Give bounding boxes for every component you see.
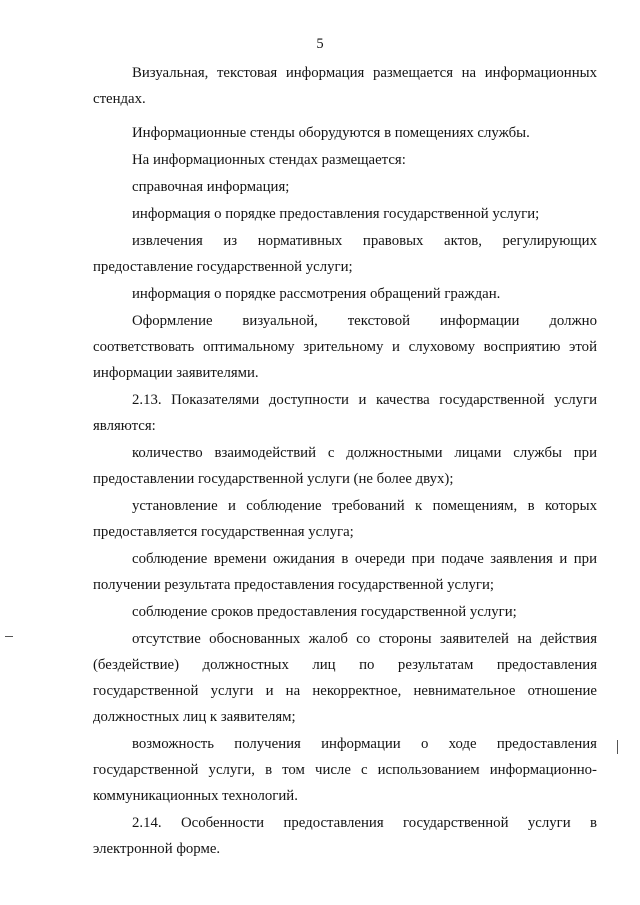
paragraph: установление и соблюдение требований к помещениям, в которых предоставляется государственная услуга; bbox=[93, 498, 597, 540]
scan-mark bbox=[5, 636, 13, 637]
paragraph: Визуальная, текстовая информация размещается на информационных стендах. bbox=[93, 65, 597, 107]
document-body bbox=[93, 60, 597, 862]
paragraph: количество взаимодействий с должностными лицами службы при предоставлении государственной услуги (не более двух); bbox=[93, 445, 597, 487]
page-number: 5 bbox=[316, 36, 324, 52]
paragraph: соблюдение сроков предоставления государственной услуги; bbox=[132, 604, 517, 620]
paragraph: извлечения из нормативных правовых актов, регулирующих предоставление государственной услуги; bbox=[93, 233, 597, 275]
paragraph: 2.14. Особенности предоставления государственной услуги в электронной форме. bbox=[93, 815, 597, 857]
scan-mark bbox=[617, 740, 618, 754]
paragraph: справочная информация; bbox=[132, 179, 290, 195]
paragraph: возможность получения информации о ходе предоставления государственной услуги, в том числе с использованием информационно-коммуникационных технологий. bbox=[93, 736, 597, 804]
paragraph: соблюдение времени ожидания в очереди при подаче заявления и при получении результата предоставления государственной услуги; bbox=[93, 551, 597, 593]
paragraph: Информационные стенды оборудуются в помещениях службы. bbox=[132, 125, 530, 141]
paragraph: Оформление визуальной, текстовой информации должно соответствовать оптимальному зрительному и слуховому восприятию этой информации заявителями. bbox=[93, 313, 597, 381]
paragraph: 2.13. Показателями доступности и качества государственной услуги являются: bbox=[93, 392, 597, 434]
paragraph: информация о порядке предоставления государственной услуги; bbox=[132, 206, 540, 222]
paragraph: На информационных стендах размещается: bbox=[132, 152, 406, 168]
paragraph: отсутствие обоснованных жалоб со стороны заявителей на действия (бездействие) должностных лиц по результатам предоставления государственной услуги и на некорректное, невнимательное отношение должностных лиц к заявителям; bbox=[93, 631, 597, 725]
paragraph: информация о порядке рассмотрения обращений граждан. bbox=[132, 286, 501, 302]
